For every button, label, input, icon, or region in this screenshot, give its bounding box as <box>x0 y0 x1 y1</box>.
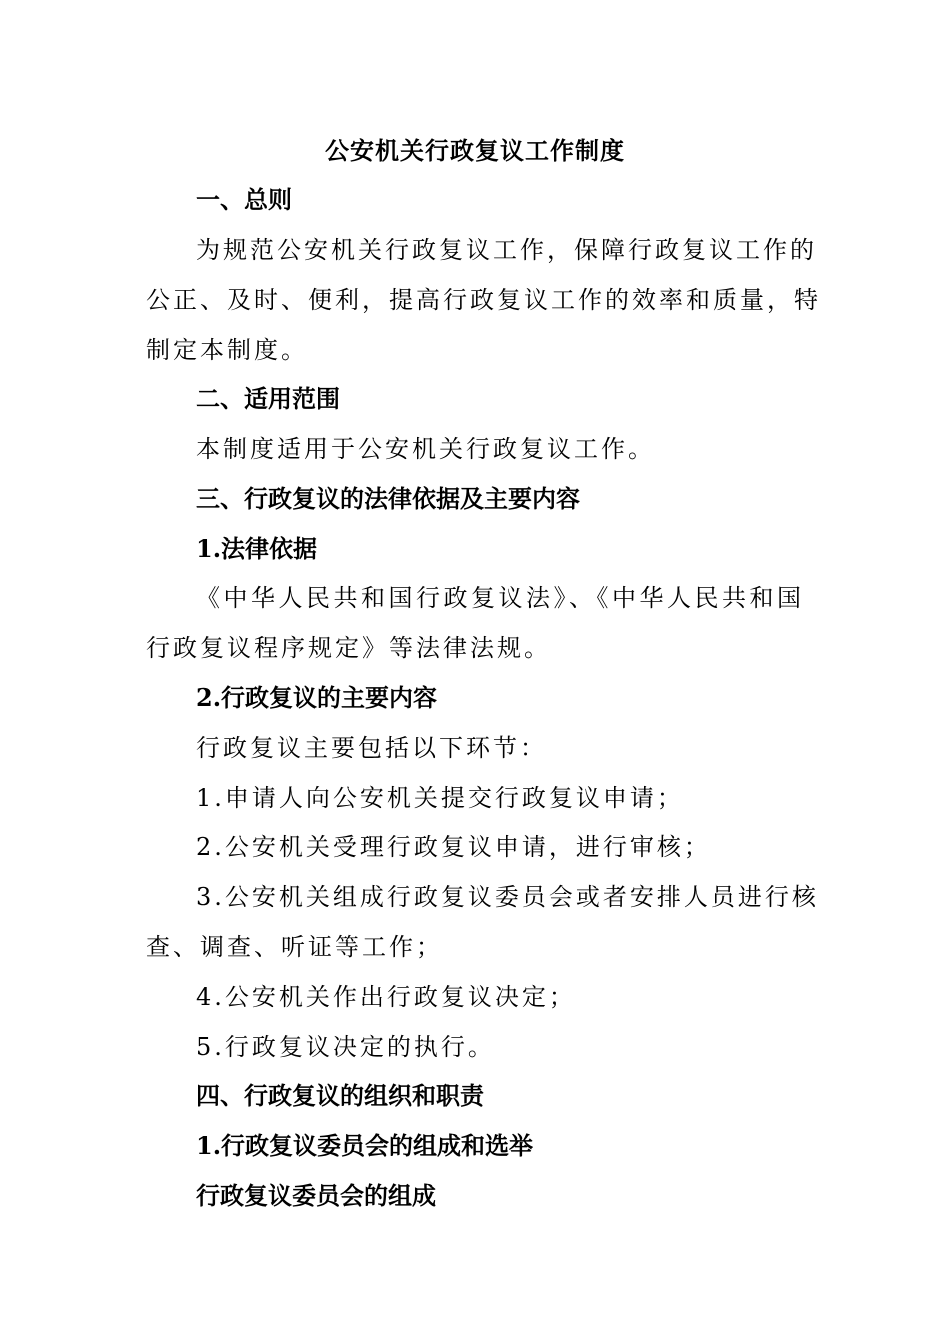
section-heading-organization: 四、行政复议的组织和职责 <box>196 1081 484 1110</box>
paragraph-line: 制定本制度。 <box>146 336 308 364</box>
paragraph-line: 《中华人民共和国行政复议法》、《中华人民共和国 <box>196 584 804 612</box>
section-heading-legal-basis: 三、行政复议的法律依据及主要内容 <box>196 484 580 513</box>
list-item-continuation: 查、调查、听证等工作； <box>146 933 443 961</box>
paragraph-line: 行政复议程序规定》等法律法规。 <box>146 634 551 662</box>
subsection-heading: 1.行政复议委员会的组成和选举 <box>196 1131 534 1160</box>
list-item: 3.公安机关组成行政复议委员会或者安排人员进行核 <box>196 883 819 911</box>
list-item: 4.公安机关作出行政复议决定； <box>196 983 576 1011</box>
paragraph-line: 为规范公安机关行政复议工作，保障行政复议工作的 <box>196 236 817 264</box>
paragraph-line: 公正、及时、便利，提高行政复议工作的效率和质量，特 <box>146 286 821 314</box>
subsection-heading: 1.法律依据 <box>196 534 318 563</box>
paragraph-line: 行政复议主要包括以下环节： <box>196 734 547 762</box>
subsection-heading: 2.行政复议的主要内容 <box>196 683 438 712</box>
list-item: 5.行政复议决定的执行。 <box>196 1033 495 1061</box>
document-title: 公安机关行政复议工作制度 <box>325 136 625 165</box>
list-item: 1.申请人向公安机关提交行政复议申请； <box>196 784 684 812</box>
paragraph-line: 本制度适用于公安机关行政复议工作。 <box>196 435 655 463</box>
section-heading-general: 一、总则 <box>196 185 292 214</box>
list-item: 2.公安机关受理行政复议申请，进行审核； <box>196 833 711 861</box>
subsection-heading: 行政复议委员会的组成 <box>196 1181 436 1210</box>
section-heading-scope: 二、适用范围 <box>196 384 340 413</box>
